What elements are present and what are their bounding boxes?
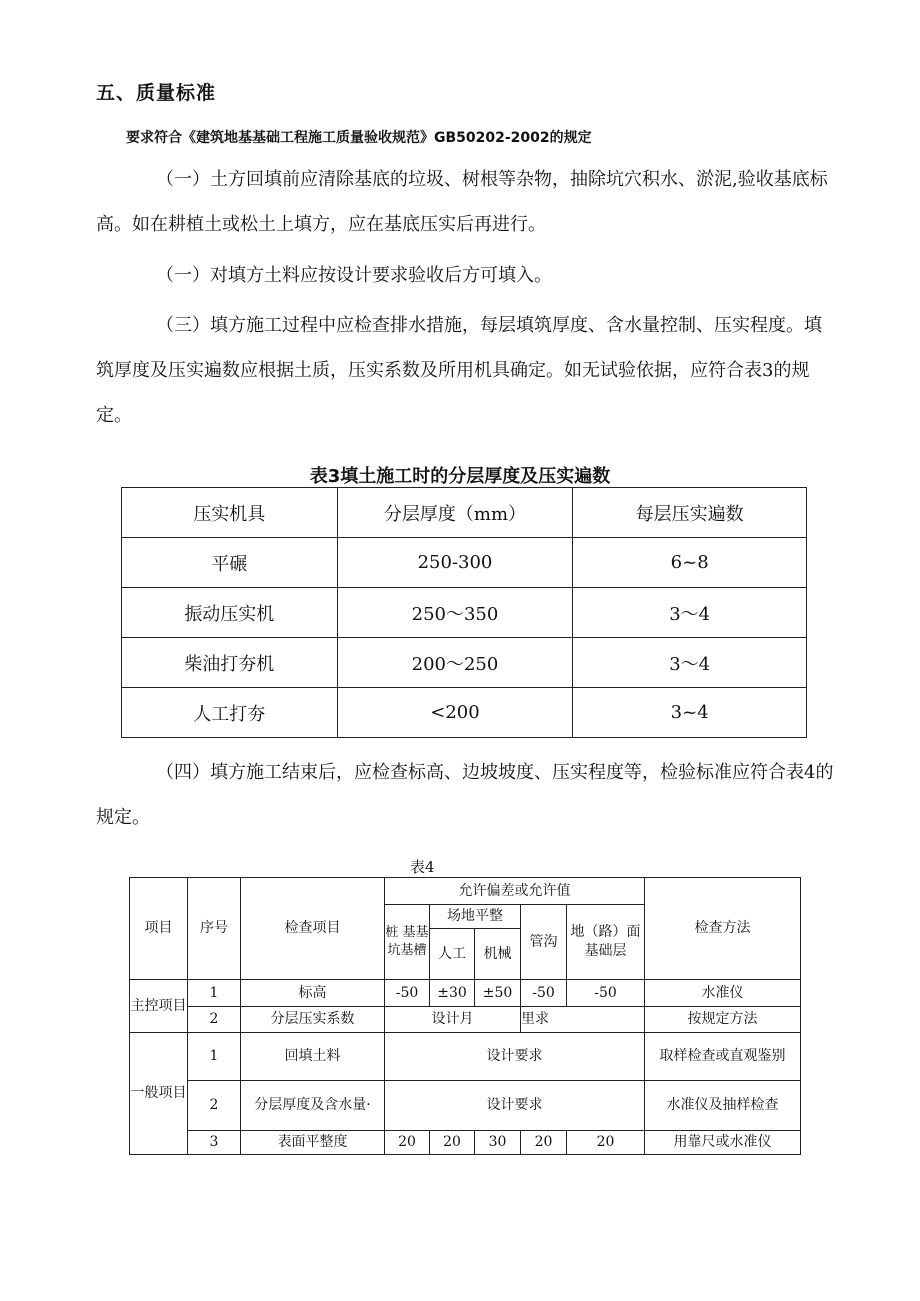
header-machine: 机械	[475, 929, 521, 980]
table-cell: 按规定方法	[645, 1007, 801, 1033]
table-cell: 分层厚度及含水量·	[241, 1081, 385, 1131]
table-cell: 设计要求	[385, 1081, 645, 1131]
table-cell: 标高	[241, 980, 385, 1007]
header-no: 序号	[188, 878, 241, 980]
table-cell: 250～350	[337, 588, 573, 638]
table-cell: <200	[337, 688, 573, 738]
header-method: 检查方法	[645, 878, 801, 980]
table-cell: 2	[188, 1081, 241, 1131]
table-cell: 1	[188, 980, 241, 1007]
table-cell: 取样检查或直观鉴别	[645, 1033, 801, 1081]
table3-header-cell: 分层厚度（mm）	[337, 488, 573, 538]
table3-header-cell: 每层压实遍数	[573, 488, 807, 538]
table-cell: 1	[188, 1033, 241, 1081]
table-cell: 柴油打夯机	[122, 638, 338, 688]
table-cell: 20	[567, 1131, 645, 1155]
table-row	[130, 1081, 801, 1131]
table-cell: 20	[385, 1131, 430, 1155]
table-cell: 20	[521, 1131, 567, 1155]
table-cell: 水准仪及抽样检查	[645, 1081, 801, 1131]
table-row	[130, 1131, 801, 1155]
table-cell: 回填土料	[241, 1033, 385, 1081]
header-pile: 桩 基基 坑基槽	[385, 905, 430, 980]
table-cell: 振动压实机	[122, 588, 338, 638]
table-row	[130, 1007, 801, 1033]
table4	[129, 877, 801, 1155]
table-cell: 表面平整度	[241, 1131, 385, 1155]
header-item: 项目	[130, 878, 188, 980]
table-cell: 2	[188, 1007, 241, 1033]
table-row	[122, 688, 807, 738]
table4-title: 表4	[410, 858, 435, 876]
group-main: 主控项目	[130, 980, 188, 1033]
table-cell: 250-300	[337, 538, 573, 588]
header-site: 场地平整	[430, 905, 521, 929]
table4-header-row	[130, 878, 801, 905]
table3	[121, 487, 807, 738]
header-pipe: 管沟	[521, 905, 567, 980]
table-cell: 里求	[521, 1007, 645, 1033]
table-cell: -50	[521, 980, 567, 1007]
table-cell: 30	[475, 1131, 521, 1155]
table-row	[130, 1033, 801, 1081]
table-cell: 设计月	[385, 1007, 521, 1033]
table-row	[130, 980, 801, 1007]
header-manual: 人工	[430, 929, 475, 980]
table-cell: 人工打夯	[122, 688, 338, 738]
table3-title: 表3填土施工时的分层厚度及压实遍数	[309, 466, 611, 487]
paragraph-3: （三）填方施工过程中应检查排水措施，每层填筑厚度、含水量控制、压实程度。填筑厚度及压实遍数应根据土质，压实系数及所用机具确定。如无试验依据，应符合表3的规定。	[96, 315, 822, 426]
table-cell: -50	[567, 980, 645, 1007]
table-cell: 6~8	[573, 538, 807, 588]
table-cell: 3～4	[573, 638, 807, 688]
table-cell: -50	[385, 980, 430, 1007]
table-cell: 200～250	[337, 638, 573, 688]
table3-header-row	[122, 488, 807, 538]
table-cell: 设计要求	[385, 1033, 645, 1081]
paragraph-1: （一）土方回填前应清除基底的垃圾、树根等杂物，抽除坑穴积水、淤泥,验收基底标高。如在耕植土或松土上填方，应在基底压实后再进行。	[96, 169, 828, 235]
table-cell: 3～4	[573, 588, 807, 638]
table-cell: 平碾	[122, 538, 338, 588]
table-cell: 20	[430, 1131, 475, 1155]
table-row	[122, 538, 807, 588]
table-cell: 用靠尺或水准仪	[645, 1131, 801, 1155]
header-road: 地（路）面基础层	[567, 905, 645, 980]
group-general: 一般项目	[130, 1033, 188, 1155]
header-check-item: 检查项目	[241, 878, 385, 980]
table-cell: 3~4	[573, 688, 807, 738]
table-cell: 分层压实系数	[241, 1007, 385, 1033]
table-row	[122, 588, 807, 638]
table-cell: 3	[188, 1131, 241, 1155]
standard-requirement: 要求符合《建筑地基基础工程施工质量验收规范》GB50202-2002的规定	[126, 130, 592, 146]
paragraph-2: （一）对填方土料应按设计要求验收后方可填入。	[156, 265, 552, 286]
table-row	[122, 638, 807, 688]
table-cell: 水准仪	[645, 980, 801, 1007]
table3-header-cell: 压实机具	[122, 488, 338, 538]
header-allowance: 允许偏差或允许值	[385, 878, 645, 905]
table-cell: ±30	[430, 980, 475, 1007]
table-cell: ±50	[475, 980, 521, 1007]
paragraph-4: （四）填方施工结束后，应检查标高、边坡坡度、压实程度等，检验标准应符合表4的规定。	[96, 762, 834, 828]
section-heading: 五、质量标准	[96, 82, 217, 104]
